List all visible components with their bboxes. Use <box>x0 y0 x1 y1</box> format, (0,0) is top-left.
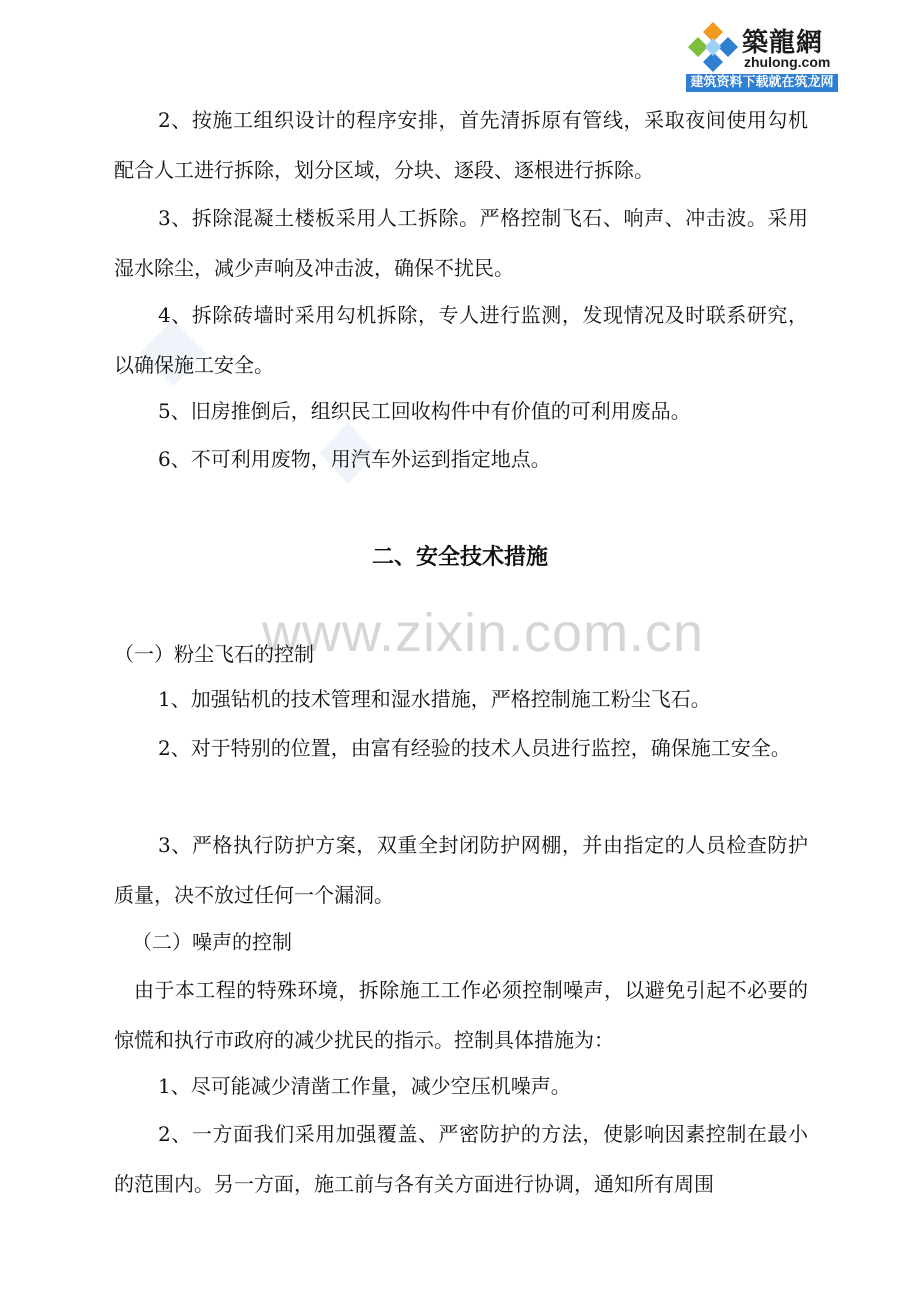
logo-name: 築龍網 <box>742 28 824 58</box>
zhulong-logo <box>686 18 838 92</box>
logo-mark-icon <box>686 20 740 74</box>
subsection-title: （二）噪声的控制 <box>132 930 292 954</box>
watermark-text: www.zixin.com.cn <box>262 603 705 663</box>
paragraph: 4、拆除砖墙时采用勾机拆除，专人进行监测，发现情况及时联系研究，以确保施工安全。 <box>114 303 808 377</box>
subsection-title: （一）粉尘飞石的控制 <box>114 642 314 666</box>
list-item: 2、对于特别的位置，由富有经验的技术人员进行监控，确保施工安全。 <box>158 736 791 760</box>
logo-banner: 建筑资料下载就在筑龙网 <box>686 74 838 92</box>
intro-paragraph: 由于本工程的特殊环境，拆除施工工作必须控制噪声，以避免引起不必要的惊慌和执行市政府的减少扰民的指示。控制具体措施为： <box>114 978 808 1052</box>
paragraph: 2、按施工组织设计的程序安排，首先清拆原有管线，采取夜间使用勾机配合人工进行拆除，划分区域，分块、逐段、逐根进行拆除。 <box>114 108 808 182</box>
paragraph: 3、拆除混凝土楼板采用人工拆除。严格控制飞石、响声、冲击波。采用湿水除尘，减少声响及冲击波，确保不扰民。 <box>114 206 808 280</box>
logo-domain: zhulong.com <box>744 54 831 70</box>
list-item: 1、加强钻机的技术管理和湿水措施，严格控制施工粉尘飞石。 <box>158 687 711 711</box>
logo-top <box>686 18 838 74</box>
section-title: 二、安全技术措施 <box>371 545 548 570</box>
paragraph: 5、旧房推倒后，组织民工回收构件中有价值的可利用废品。 <box>158 399 691 423</box>
list-item: 2、一方面我们采用加强覆盖、严密防护的方法，使影响因素控制在最小的范围内。另一方面，施工前与各有关方面进行协调，通知所有周围 <box>114 1122 808 1196</box>
paragraph: 6、不可利用废物，用汽车外运到指定地点。 <box>158 447 551 471</box>
list-item: 1、尽可能减少清凿工作量，减少空压机噪声。 <box>158 1074 571 1098</box>
list-item: 3、严格执行防护方案，双重全封闭防护网棚，并由指定的人员检查防护质量，决不放过任何一个漏洞。 <box>114 833 808 907</box>
